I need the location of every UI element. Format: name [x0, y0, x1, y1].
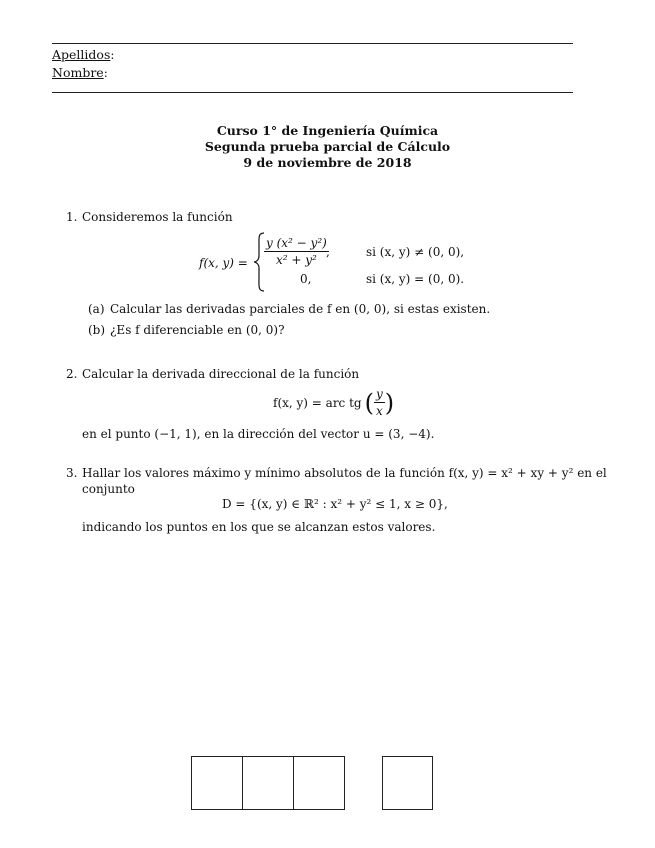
- problem-2-number: 2.: [66, 367, 78, 381]
- case1-comma: ,: [326, 245, 330, 259]
- problem-3-line2: conjunto: [82, 482, 135, 496]
- problem-2-fraction: [374, 387, 385, 418]
- problem-1-lhs: f(x, y) =: [199, 256, 248, 270]
- case2-value: 0,: [300, 272, 312, 286]
- exam-date: 9 de noviembre de 2018: [243, 155, 412, 170]
- part-a-text: Calcular las derivadas parciales de f en (0, 0), si estas existen.: [110, 302, 491, 316]
- problem-3-number: 3.: [66, 466, 78, 480]
- problem-2-text: en el punto (−1, 1), en la dirección del vector u = (3, −4).: [82, 427, 435, 441]
- problem-3-line1: Hallar los valores máximo y mínimo absolutos de la función f(x, y) = x² + xy + y² en el: [82, 466, 607, 480]
- grade-box-3: [293, 756, 345, 810]
- nombre-colon: :: [103, 66, 108, 80]
- nombre-row: [52, 65, 108, 80]
- left-paren-icon: (: [364, 388, 374, 417]
- problem-1-number: 1.: [66, 210, 78, 224]
- apellidos-row: [52, 47, 114, 62]
- grade-box-2: [242, 756, 294, 810]
- problem-3-line3: indicando los puntos en los que se alcanzan estos valores.: [82, 520, 436, 534]
- problem-3-set-formula: D = {(x, y) ∈ ℝ² : x² + y² ≤ 1, x ≥ 0},: [222, 497, 448, 511]
- problem-2-intro: Calcular la derivada direccional de la función: [82, 367, 360, 381]
- case1-denominator: x² + y²: [275, 253, 317, 267]
- case2-condition: si (x, y) = (0, 0).: [366, 272, 465, 286]
- problem-1-intro: Consideremos la función: [82, 210, 233, 224]
- apellidos-label: Apellidos: [52, 47, 111, 62]
- top-rule: [52, 43, 573, 44]
- right-paren-icon: ): [384, 388, 395, 417]
- bottom-rule: [52, 92, 573, 93]
- problem-2-frac-num: y: [375, 387, 383, 401]
- part-b-label: (b): [88, 323, 106, 337]
- case1-numerator: y (x² − y²): [266, 236, 327, 250]
- problem-2-formula: [273, 387, 394, 418]
- part-b-text: ¿Es f diferenciable en (0, 0)?: [110, 323, 285, 337]
- problem-2-formula-lhs: f(x, y) = arc tg: [273, 395, 362, 410]
- apellidos-colon: :: [110, 48, 115, 62]
- grade-box-1: [191, 756, 243, 810]
- course-title: Curso 1° de Ingeniería Química: [216, 123, 439, 138]
- exam-title: Segunda prueba parcial de Cálculo: [204, 139, 451, 154]
- case1-condition: si (x, y) ≠ (0, 0),: [366, 245, 465, 259]
- nombre-label: Nombre: [52, 65, 104, 80]
- part-a-label: (a): [88, 302, 105, 316]
- grade-box-total: [382, 756, 433, 810]
- case1-fraction: [264, 236, 329, 267]
- problem-2-frac-den: x: [375, 404, 383, 418]
